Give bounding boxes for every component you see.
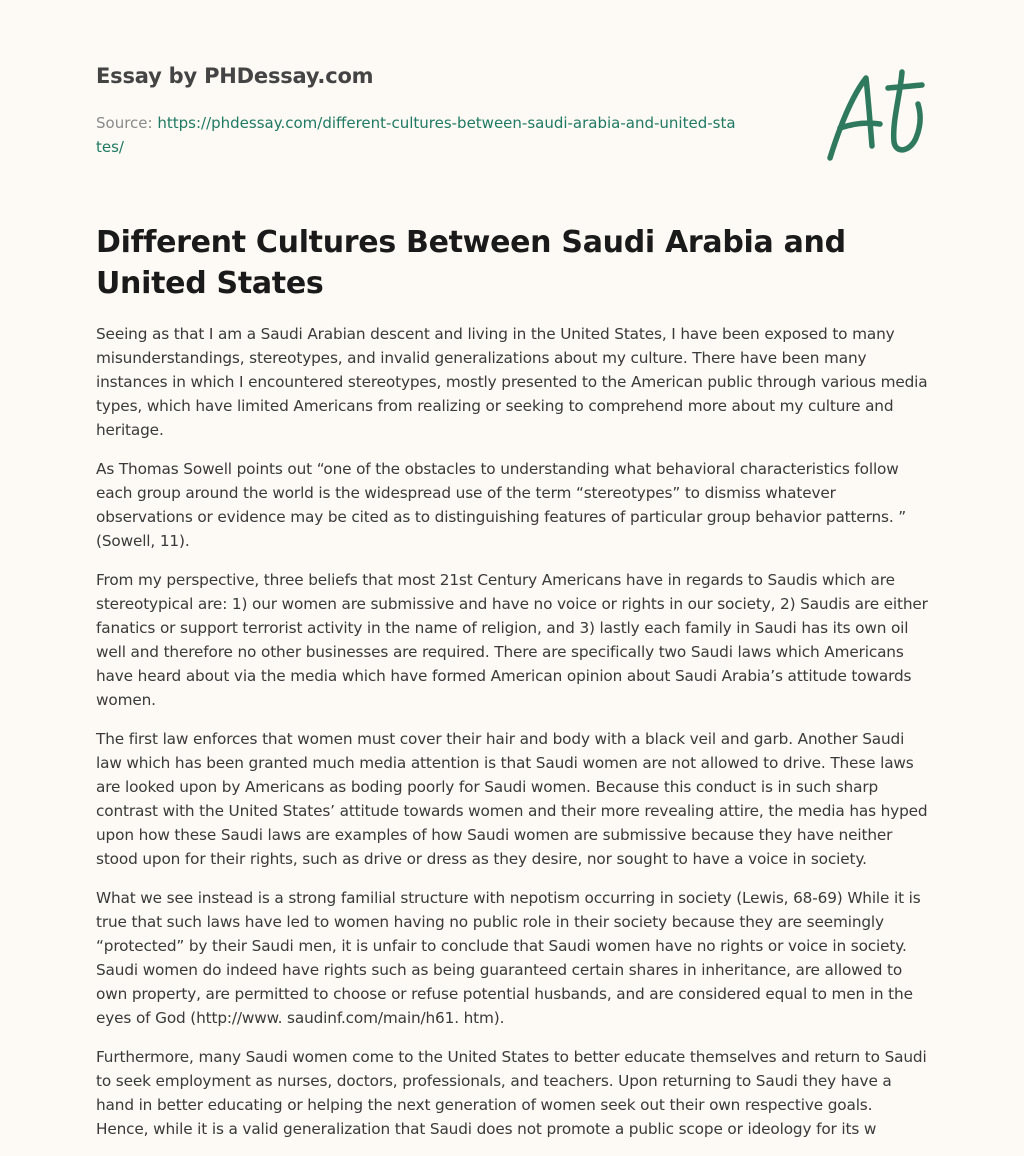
paragraph: The first law enforces that women must cover their hair and body with a black veil and garb. Another Saudi law which has been granted much media attention is that Saudi women are not allowed to drive. These laws are looked upon by Americans as boding poorly for Saudi women. Because this conduct is in such sharp contrast with the United States’ attitude towards women and their more revealing attire, the media has hyped upon how these Saudi laws are examples of how Saudi women are submissive because they have neither stood upon for their rights, such as drive or dress as they desire, nor sought to have a voice in society.: [96, 730, 928, 868]
paragraph: Furthermore, many Saudi women come to the United States to better educate themselves and return to Saudi to seek employment as nurses, doctors, professionals, and teachers. Upon returning to Saudi they have a hand in better educating or helping the next generation of women seek out their own respective goals. Hence, while it is a valid generalization that Saudi does not promote a public scope or ideology for its w: [96, 1048, 927, 1138]
a-plus-logo-icon: [818, 66, 928, 166]
paragraph: What we see instead is a strong familial structure with nepotism occurring in society (Lewis, 68-69) While it is true that such laws have led to women having no public role in their society because they are seemingly “protected” by their Saudi men, it is unfair to conclude that Saudi women have no rights or voice in society. Saudi women do indeed have rights such as being guaranteed certain shares in inheritance, are allowed to own property, are permitted to choose or refuse potential husbands, and are considered equal to men in the eyes of God (http://www. saudinf.com/main/h61. htm).: [96, 889, 921, 1027]
source-link[interactable]: https://phdessay.com/different-cultures-between-saudi-arabia-and-united-states/: [96, 114, 736, 156]
source-line: [96, 111, 736, 159]
paragraph: As Thomas Sowell points out “one of the obstacles to understanding what behavioral characteristics follow each group around the world is the widespread use of the term “stereotypes” to dismiss whatever observations or evidence may be cited as to distinguishing features of particular group behavior patterns. ” (Sowell, 11).: [96, 460, 907, 550]
essay-title: Different Cultures Between Saudi Arabia and United States: [96, 225, 846, 301]
source-label: Source:: [96, 114, 153, 132]
essay-body: [96, 322, 928, 1156]
paragraph: Seeing as that I am a Saudi Arabian descent and living in the United States, I have been exposed to many misunderstandings, stereotypes, and invalid generalizations about my culture. There have been many instances in which I encountered stereotypes, mostly presented to the American public through various media types, which have limited Americans from realizing or seeking to comprehend more about my culture and heritage.: [96, 325, 928, 439]
site-title: Essay by PHDessay.com: [96, 64, 374, 88]
paragraph: From my perspective, three beliefs that most 21st Century Americans have in regards to Saudis which are stereotypical are: 1) our women are submissive and have no voice or rights in our society, 2) Saudis are either fanatics or support terrorist activity in the name of religion, and 3) lastly each family in Saudi has its own oil well and therefore no other businesses are required. There are specifically two Saudi laws which Americans have heard about via the media which have formed American opinion about Saudi Arabia’s attitude towards women.: [96, 571, 928, 709]
